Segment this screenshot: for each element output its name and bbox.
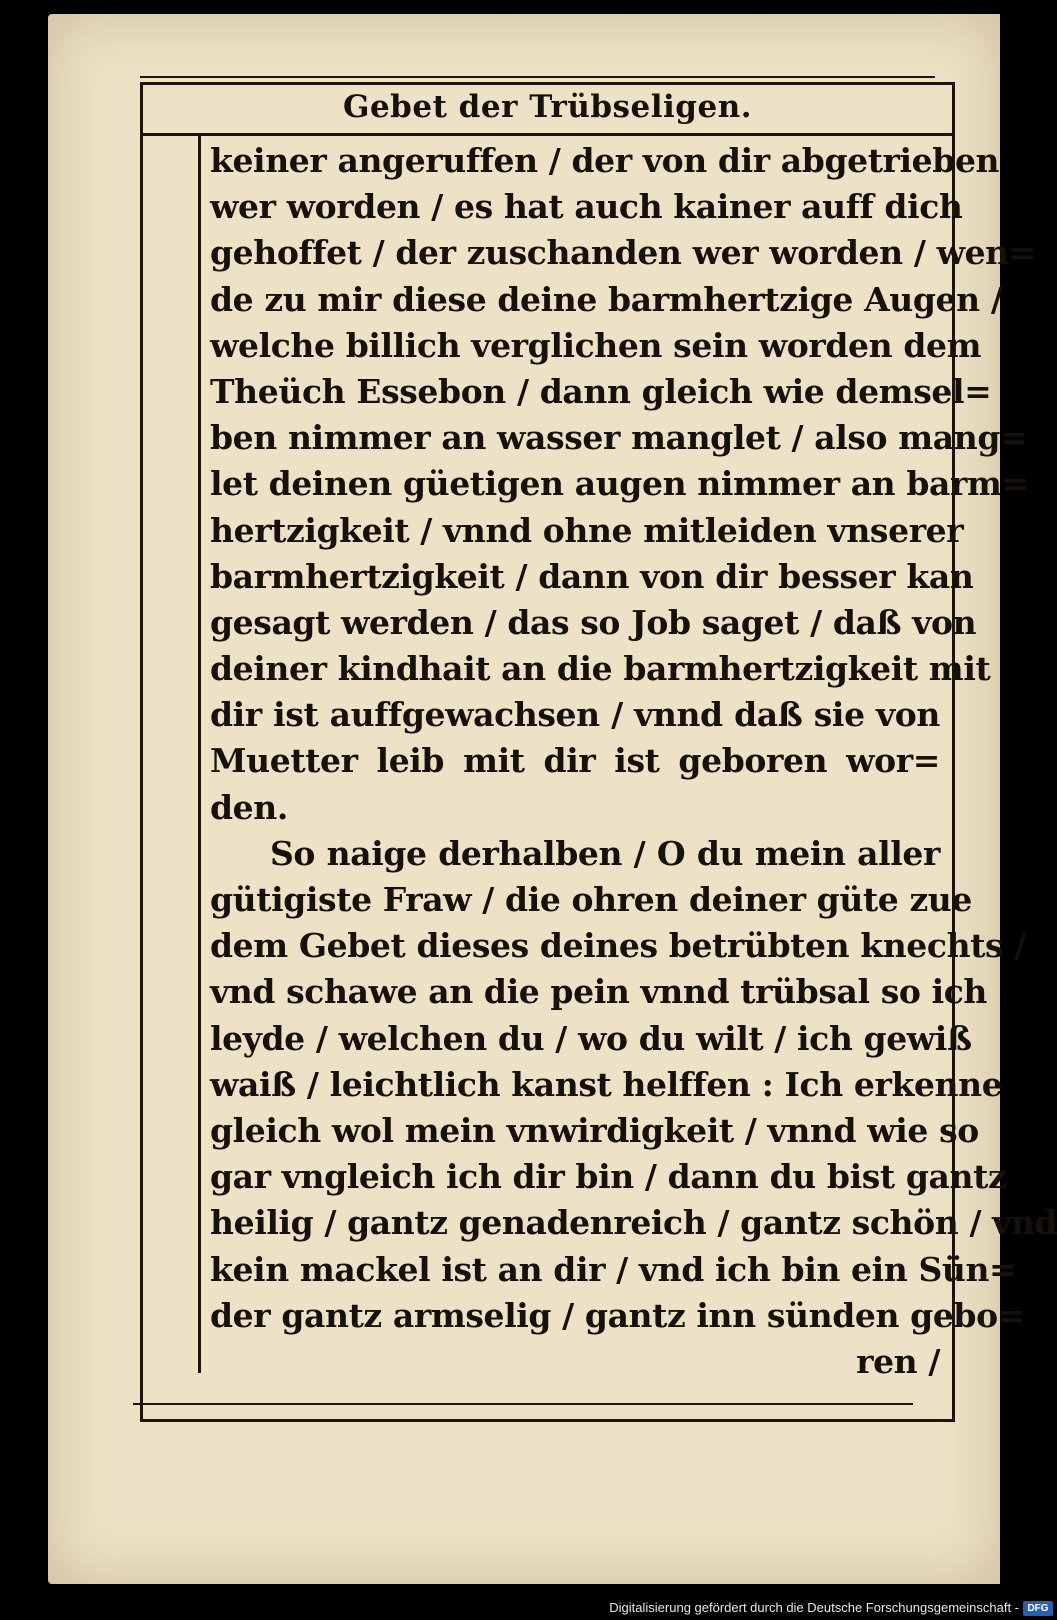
text-line: Theüch Essebon / dann gleich wie demsel= [210,371,992,411]
text-line: deiner kindhait an die barmhertzigkeit mit [210,649,991,689]
text-line: gar vngleich ich dir bin / dann du bist gantz [210,1157,1007,1197]
text-line: hertzigkeit / vnnd ohne mitleiden vnserer [210,510,964,550]
text-line: barmhertzigkeit / dann von dir besser kan [210,556,974,596]
text-line-paragraph-start: So naige derhalben / O du mein aller [270,833,940,873]
text-line: Muetter leib mit dir ist geboren wor= [210,741,940,781]
text-line: waiß / leichtlich kanst helffen : Ich erkenne [210,1064,1003,1104]
text-line: let deinen güetigen augen nimmer an barm= [210,464,1029,504]
text-line: ben nimmer an wasser manglet / also mang= [210,418,1028,458]
text-line: gesagt werden / das so Job saget / daß von [210,602,977,642]
text-line: vnd schawe an die pein vnnd trübsal so ich [210,972,988,1012]
text-line: welche billich verglichen sein worden dem [210,325,982,365]
text-line: gütigiste Fraw / die ohren deiner güte zue [210,880,972,919]
text-line: gleich wol mein vnwirdigkeit / vnnd wie so [210,1110,979,1150]
digitization-credit: Digitalisierung gefördert durch die Deutsche Forschungsgemeinschaft - [609,1600,1019,1615]
text-line-catchword: ren / [856,1341,940,1381]
text-line: den. [210,787,288,827]
text-line: dem Gebet dieses deines betrübten knechts / [210,926,1026,966]
body-text [210,138,1057,1385]
text-line: der gantz armselig / gantz inn sünden gebo= [210,1295,1025,1335]
running-head: Gebet der Trübseligen. [342,89,753,125]
text-line: wer worden / es hat auch kainer auff dich [210,187,963,227]
text-line: keiner angeruffen / der von dir abgetrieben [210,141,1000,180]
text-line: leyde / welchen du / wo du wilt / ich gewiß [210,1018,972,1058]
text-line: de zu mir diese deine barmhertzige Augen / [210,279,1003,319]
text-line: gehoffet / der zuschanden wer worden / wen= [210,233,1037,273]
text-line: kein mackel ist an dir / vnd ich bin ein Sün= [210,1249,1017,1289]
inner-margin-rule [198,133,201,1373]
text-line: heilig / gantz genadenreich / gantz schön / vnd [210,1203,1057,1243]
header-rule [143,133,952,136]
bottom-rule [133,1403,913,1405]
text-line: dir ist auffgewachsen / vnnd daß sie von [210,695,940,735]
page-frame-top-line [140,76,935,78]
dfg-logo: DFG [1023,1601,1053,1616]
